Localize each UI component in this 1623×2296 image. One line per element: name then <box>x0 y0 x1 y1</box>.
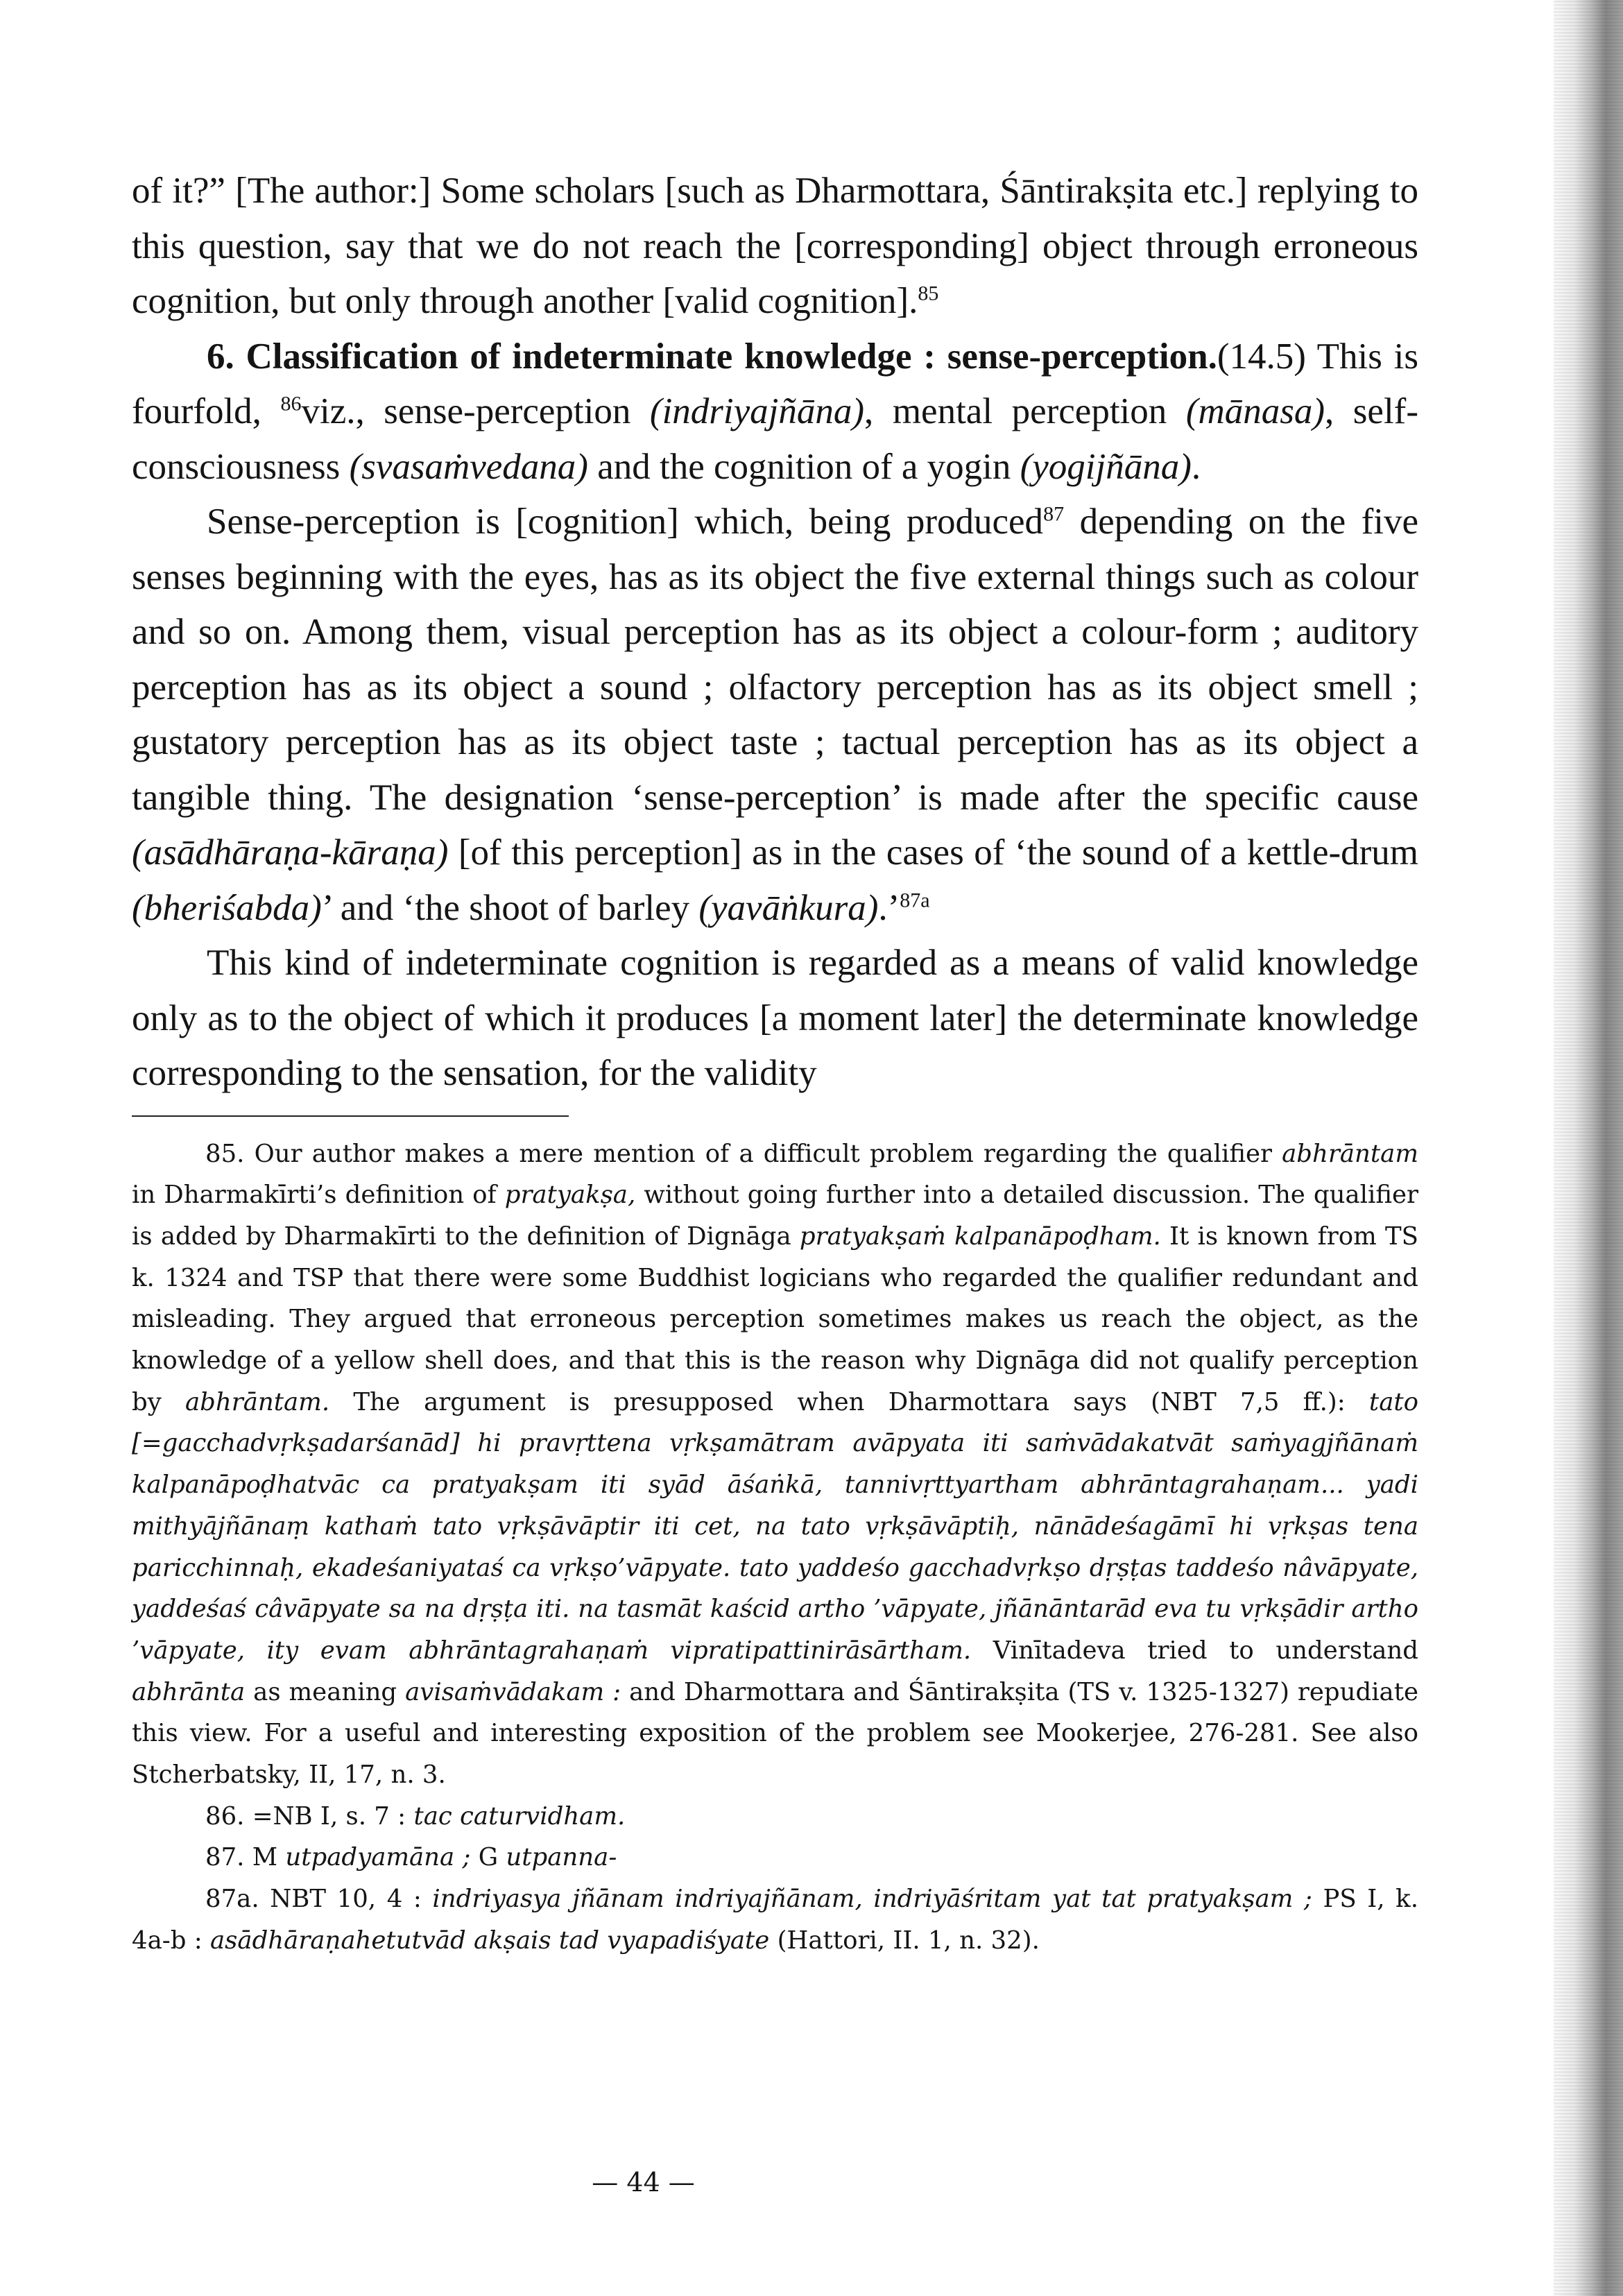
term-svasamvedana: (svasaṁvedana) <box>349 446 588 487</box>
footnote-label: 86. <box>205 1801 245 1831</box>
paragraph-indeterminate-cognition: This kind of indeterminate cognition is regarded as a means of valid knowledge only as to the object of which it produces [a moment later] the determinate knowledge corresponding to the sensation, for the validity <box>132 943 1418 1093</box>
section-text: viz., sense-perception <box>301 391 650 431</box>
paragraph-intro <box>132 164 1418 329</box>
footnote-87 <box>132 1837 1418 1878</box>
footnote-label: 87. <box>205 1843 245 1872</box>
footnote-text: without going further into a detailed discussion. The qualifier is added by Dharmakīrti to the definition of Dignāga <box>132 1181 1418 1251</box>
footnote-italic: abhrānta <box>132 1677 246 1706</box>
footnote-ref-87: 87 <box>1043 502 1065 526</box>
footnote-italic: abhrāntam <box>1282 1139 1418 1168</box>
footnote-text: Vinītadeva tried to understand <box>971 1636 1418 1665</box>
footnote-text: as meaning <box>245 1677 406 1706</box>
term-yogijnana: (yogijñāna) <box>1020 446 1192 487</box>
footnote-text: =NB I, s. 7 : <box>244 1801 414 1831</box>
section-title: Classification of indeterminate knowledge : sense-perception. <box>246 336 1217 377</box>
term-manasa: (mānasa) <box>1185 391 1325 431</box>
section-text: and the cognition of a yogin <box>587 446 1020 487</box>
book-page <box>132 164 1418 1962</box>
footnote-italic: abhrāntam. <box>185 1387 330 1416</box>
footnote-text: G <box>470 1843 506 1872</box>
footnote-italic: avisaṁvādakam : <box>405 1677 621 1706</box>
section-number: 6. <box>207 336 234 377</box>
footnote-text: M <box>244 1843 286 1872</box>
footnote-text: PS I, k. 4a-b : <box>132 1885 1418 1955</box>
footnote-italic: pratyakṣa, <box>504 1181 636 1210</box>
term-bherisabda: (bheriśabda) <box>132 887 322 928</box>
term-yavankura: (yavāṅkura) <box>698 887 879 928</box>
footnote-ref-87a: 87a <box>900 888 930 911</box>
footnote-text: in Dharmakīrti’s definition of <box>132 1181 505 1210</box>
section-locator: (14.5) <box>1217 336 1306 377</box>
paragraph-text: .’ <box>878 887 900 928</box>
footnote-ref-85: 85 <box>918 282 939 305</box>
footnote-sanskrit-quote: tato [=gacchadvṛkṣadarśanād] hi pravṛttena vṛkṣamātram avāpyata iti saṁvādakatvāt saṁyagjñānaṁ kalpanāpoḍhatvāc ca pratyakṣam iti syād āśaṅkā, tannivṛttyartham abhrāntagrahaṇam... yadi mithyājñānaṃ kathaṁ tato vṛkṣāvāptir iti cet, na tato vṛkṣāvāptiḥ, nānādeśagāmī hi vṛkṣas tena paricchinnaḥ, ekadeśaniyataś ca vṛkṣo’vāpyate. tato yaddeśo gacchadvṛkṣo dṛṣṭas taddeśo nâvāpyate, yaddeśaś câvāpyate sa na dṛṣṭa iti. na tasmāt kaścid artho ’vāpyate, jñānāntarād eva tu vṛkṣādir artho ’vāpyate, ity evam abhrāntagrahaṇaṁ vipratipattinirāsārtham. <box>132 1387 1418 1665</box>
paragraph-text: Sense-perception is [cognition] which, being produced <box>207 502 1044 542</box>
footnote-italic: pratyakṣaṁ kalpanāpoḍham. <box>799 1222 1161 1251</box>
paragraph-intro-text: of it?” [The author:] Some scholars [such as Dharmottara, Śāntirakṣita etc.] replying to this question, say that we do not reach the [corresponding] object through erroneous cognition, but only through another [valid cognition]. <box>132 171 1418 321</box>
term-asadharana-karana: (asādhāraṇa-kāraṇa) <box>132 832 449 873</box>
footnote-label: 85. <box>205 1139 245 1168</box>
footnote-italic: utpadyamāna ; <box>285 1843 471 1872</box>
footnote-text: (Hattori, II. 1, n. 32). <box>769 1926 1040 1955</box>
section-text: . <box>1191 446 1201 487</box>
footnote-italic: utpanna- <box>506 1843 617 1872</box>
footnote-ref-86: 86 <box>280 392 302 415</box>
paragraph-text: ’ and ‘the shoot of barley <box>321 887 699 928</box>
section-text: , self-consciousness <box>132 391 1418 487</box>
paragraph-sense-perception <box>132 495 1418 936</box>
section-text: , mental perception <box>864 391 1186 431</box>
footnote-87a <box>132 1878 1418 1961</box>
footnote-italic: tac caturvidham. <box>413 1801 626 1831</box>
section-text: This is fourfold, <box>132 336 1419 431</box>
footnote-label: 87a. <box>205 1885 259 1914</box>
section-6 <box>132 329 1418 495</box>
scanned-page-edge <box>1554 0 1623 2296</box>
paragraph-text: depending on the five senses beginning with the eyes, has as its object the five external things such as colour and so on. Among them, visual perception has as its object a colour-form ; auditory perception has as its object a sound ; olfactory perception has as its object smell ; gustatory perception has as its object taste ; tactual perception has as its object a tangible thing. The designation ‘sense-perception’ is made after the specific cause <box>132 502 1418 818</box>
footnote-divider <box>132 1115 569 1117</box>
footnote-text: It is known from TS k. 1324 and TSP that there were some Buddhist logicians who regarded the qualifier redundant and misleading. They argued that erroneous perception sometimes makes us reach the object, as the knowledge of a yellow shell does, and that this is the reason why Dignāga did not qualify perception by <box>132 1222 1418 1416</box>
footnote-text: Our author makes a mere mention of a difficult problem regarding the qualifier <box>244 1139 1282 1168</box>
footnote-text: The argument is presupposed when Dharmottara says (NBT 7,5 ff.): <box>329 1387 1369 1416</box>
term-indriyajnana: (indriyajñāna) <box>649 391 865 431</box>
page-number: — 44 — <box>592 2167 695 2198</box>
footnote-italic: asādhāraṇahetutvād akṣais tad vyapadiśyate <box>210 1926 770 1955</box>
paragraph-text: [of this perception] as in the cases of ‘the sound of a kettle-drum <box>448 832 1418 873</box>
footnote-86 <box>132 1796 1418 1837</box>
footnote-85 <box>132 1133 1418 1796</box>
footnote-text: NBT 10, 4 : <box>259 1885 433 1914</box>
footnote-italic: indriyasya jñānam indriyajñānam, indriyāśritam yat tat pratyakṣam ; <box>432 1885 1312 1914</box>
footnote-text: and Dharmottara and Śāntirakṣita (TS v. 1325-1327) repudiate this view. For a useful and interesting exposition of the problem see Mookerjee, 276-281. See also Stcherbatsky, II, 17, n. 3. <box>132 1677 1418 1790</box>
